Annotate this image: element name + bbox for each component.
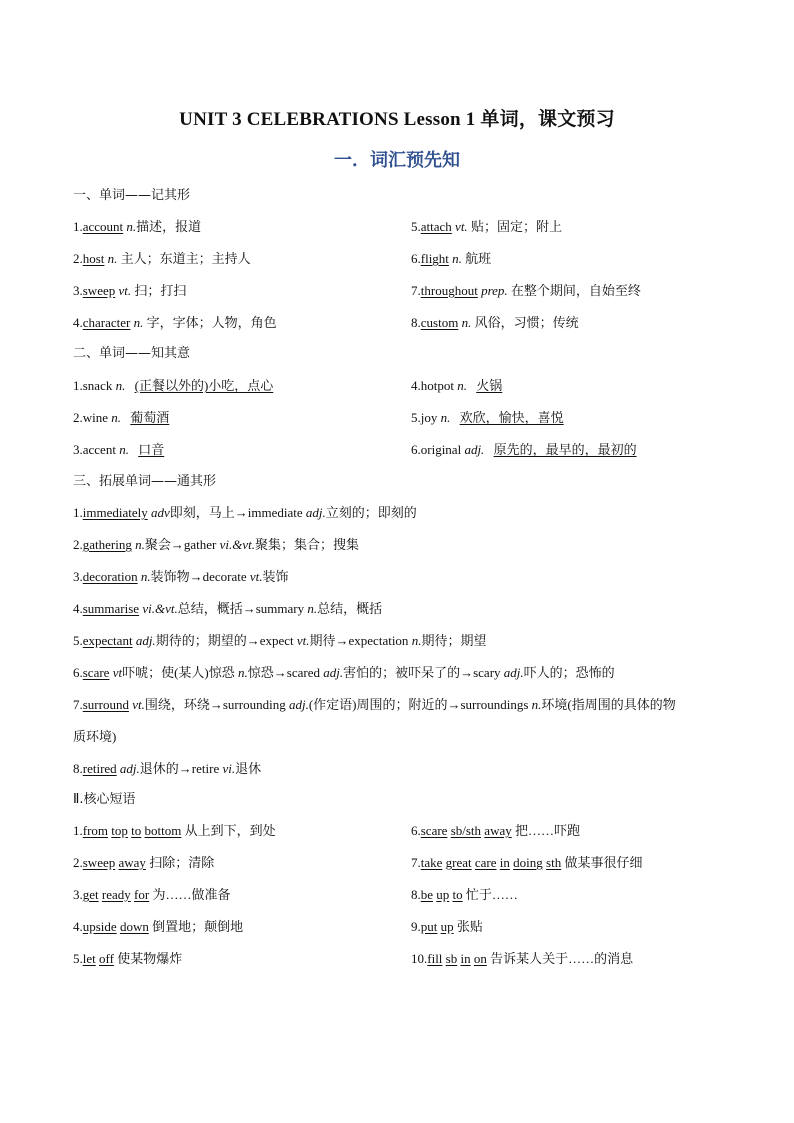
part-of-speech: vt. (296, 633, 310, 648)
part-of-speech: n. (411, 633, 422, 648)
part-of-speech: n. (108, 410, 125, 425)
meaning: 做某事很仔细 (564, 855, 643, 870)
word: gathering (82, 537, 132, 552)
word: surround (82, 697, 129, 712)
part-of-speech: n. (453, 378, 471, 393)
item-number: 3. (73, 283, 83, 298)
definition: 总结，概括 (317, 601, 383, 616)
meaning: 张贴 (456, 919, 483, 934)
word-item (73, 250, 251, 268)
word: custom (420, 315, 459, 330)
phrase-word: get (82, 887, 99, 902)
definition: 聚会→gather (144, 537, 220, 552)
word: 2.wine (73, 410, 109, 425)
definition: 总结，概括→summary (177, 601, 308, 616)
section-heading-2: 二、单词——知其意 (73, 346, 191, 361)
meaning: 火锅 (476, 378, 503, 393)
word-item (73, 314, 277, 332)
word: 3.accent (73, 442, 116, 457)
phrase-word: bottom (144, 823, 182, 838)
item-number: 5. (411, 219, 421, 234)
phrase-word: on (473, 951, 487, 966)
section-heading-4: Ⅱ.核心短语 (73, 792, 136, 807)
part-of-speech: vi.&vt. (219, 537, 255, 552)
phrase-item (411, 950, 633, 968)
part-of-speech: n. (307, 601, 318, 616)
extended-word-item (73, 664, 615, 682)
item-number: 4. (73, 315, 83, 330)
part-of-speech: n. (130, 315, 144, 330)
part-of-speech: n. (437, 410, 454, 425)
meaning: 告诉某人关于……的消息 (490, 951, 634, 966)
phrase-word: up (436, 887, 450, 902)
part-of-speech: adv (150, 505, 170, 520)
phrase-word: care (474, 855, 497, 870)
phrase-item (73, 854, 214, 872)
definition: 吓人的；恐怖的 (523, 665, 615, 680)
word: account (82, 219, 124, 234)
word: flight (420, 251, 449, 266)
part-of-speech: n. (135, 537, 145, 552)
meaning: 贴；固定；附上 (467, 219, 562, 234)
word-item (411, 314, 579, 332)
definition: 质环境) (73, 729, 117, 744)
meaning: 倒置地；颠倒地 (152, 919, 244, 934)
item-number: 2. (73, 537, 83, 552)
phrase-word: up (440, 919, 454, 934)
phrase-word: be (420, 887, 434, 902)
meaning: 描述，报道 (136, 219, 202, 234)
part-of-speech: n. (112, 378, 129, 393)
part-of-speech: vt. (451, 219, 468, 234)
phrase-word: down (119, 919, 149, 934)
phrase-word: for (134, 887, 150, 902)
item-number: 8. (73, 761, 83, 776)
section-subtitle: 一．词汇预先知 (334, 150, 460, 171)
part-of-speech: n. (140, 569, 151, 584)
part-of-speech: n. (123, 219, 137, 234)
part-of-speech: adj. (323, 665, 344, 680)
word: throughout (420, 283, 478, 298)
phrase-word: to (452, 887, 463, 902)
definition: 退休 (235, 761, 262, 776)
phrase-word: in (499, 855, 510, 870)
word: scare (82, 665, 110, 680)
phrase-item (411, 918, 483, 936)
phrase-word: take (420, 855, 443, 870)
extended-word-item (73, 728, 116, 746)
word: attach (420, 219, 452, 234)
definition: 期待→expectation (309, 633, 412, 648)
definition: 退休的→retire (139, 761, 223, 776)
item-number: 4. (73, 601, 83, 616)
phrase-word: sth (546, 855, 562, 870)
phrase-word: ready (101, 887, 131, 902)
word-item (73, 409, 169, 427)
phrase-item (411, 886, 518, 904)
item-number: 1. (73, 219, 83, 234)
word-item (73, 218, 201, 236)
item-number: 6. (411, 251, 421, 266)
section-heading-3: 三、拓展单词——通其形 (73, 474, 217, 489)
definition: 装饰 (262, 569, 289, 584)
phrase-word: to (131, 823, 142, 838)
word: host (82, 251, 105, 266)
word-item (411, 218, 562, 236)
item-number: 10. (411, 951, 428, 966)
part-of-speech: vt. (249, 569, 263, 584)
item-number: 6. (73, 665, 83, 680)
definition: (作定语)周围的；附近的→surroundings (308, 697, 532, 712)
part-of-speech: adj. (135, 633, 156, 648)
word: immediately (82, 505, 148, 520)
word-item (411, 250, 491, 268)
meaning: 忙于…… (465, 887, 518, 902)
item-number: 7. (411, 855, 421, 870)
definition: 惊恐→scared (247, 665, 324, 680)
definition: 即刻，马上→immediate (169, 505, 306, 520)
part-of-speech: vt. (132, 697, 145, 712)
definition: 害怕的；被吓呆了的→scary (343, 665, 504, 680)
definition: 环境(指周围的具体的物 (541, 697, 676, 712)
part-of-speech: n. (238, 665, 248, 680)
item-number: 5. (73, 951, 83, 966)
part-of-speech: adj. (288, 697, 309, 712)
item-number: 2. (73, 855, 83, 870)
word-item (73, 377, 273, 395)
part-of-speech: vt. (115, 283, 132, 298)
definition: 期待的；期望的→expect (155, 633, 297, 648)
word: summarise (82, 601, 140, 616)
phrase-item (73, 886, 230, 904)
definition: 吓唬；使(某人)惊恐 (122, 665, 239, 680)
extended-word-item (73, 536, 359, 554)
phrase-word: let (82, 951, 96, 966)
word-item (411, 377, 502, 395)
extended-word-item (73, 568, 289, 586)
meaning: 从上到下，到处 (184, 823, 276, 838)
item-number: 3. (73, 887, 83, 902)
word: 5.joy (411, 410, 438, 425)
part-of-speech: adj. (461, 442, 488, 457)
phrase-item (411, 854, 642, 872)
phrase-word: great (445, 855, 472, 870)
word-item (73, 282, 186, 300)
word: 4.hotpot (411, 378, 454, 393)
item-number: 5. (73, 633, 83, 648)
phrase-item (73, 950, 182, 968)
phrase-word: away (118, 855, 146, 870)
definition: 聚集；集合；搜集 (254, 537, 359, 552)
word-item (411, 441, 637, 459)
meaning: 航班 (461, 251, 492, 266)
meaning: 风俗，习惯；传统 (471, 315, 579, 330)
phrase-word: doing (513, 855, 543, 870)
part-of-speech: adj. (119, 761, 140, 776)
extended-word-item (73, 760, 261, 778)
extended-word-item (73, 600, 382, 618)
meaning: 字，字体；人物，角色 (143, 315, 277, 330)
item-number: 2. (73, 251, 83, 266)
extended-word-item (73, 632, 486, 650)
phrase-word: upside (82, 919, 117, 934)
phrase-item (73, 918, 243, 936)
meaning: 使某物爆炸 (117, 951, 183, 966)
part-of-speech: vi. (222, 761, 236, 776)
part-of-speech: n. (531, 697, 542, 712)
phrase-word: from (82, 823, 109, 838)
word-item (411, 282, 641, 300)
item-number: 4. (73, 919, 83, 934)
meaning: 主人；东道主；主持人 (117, 251, 251, 266)
phrase-word: sb/sth (450, 823, 482, 838)
meaning: 口音 (138, 442, 165, 457)
phrase-word: sweep (82, 855, 116, 870)
part-of-speech: n. (115, 442, 133, 457)
item-number: 3. (73, 569, 83, 584)
part-of-speech: vt (112, 665, 123, 680)
word-item (73, 441, 164, 459)
word: expectant (82, 633, 133, 648)
item-number: 8. (411, 315, 421, 330)
word: character (82, 315, 131, 330)
phrase-word: sb (445, 951, 458, 966)
word: decoration (82, 569, 138, 584)
part-of-speech: n. (458, 315, 472, 330)
meaning: 为……做准备 (152, 887, 231, 902)
phrase-word: top (111, 823, 128, 838)
item-number: 8. (411, 887, 421, 902)
item-number: 9. (411, 919, 421, 934)
word: 1.snack (73, 378, 113, 393)
phrase-item (411, 822, 580, 840)
part-of-speech: n. (448, 251, 462, 266)
definition: 立刻的；即刻的 (325, 505, 417, 520)
part-of-speech: vi.&vt. (142, 601, 178, 616)
item-number: 1. (73, 505, 83, 520)
extended-word-item (73, 504, 417, 522)
part-of-speech: prep. (477, 283, 508, 298)
phrase-word: put (420, 919, 438, 934)
word-item (411, 409, 564, 427)
phrase-word: off (99, 951, 114, 966)
meaning: 扫；打扫 (131, 283, 187, 298)
extended-word-item (73, 696, 676, 714)
word: sweep (82, 283, 116, 298)
phrase-item (73, 822, 276, 840)
item-number: 7. (411, 283, 421, 298)
meaning: 原先的，最早的，最初的 (493, 442, 637, 457)
phrase-word: away (484, 823, 512, 838)
definition: 装饰物→decorate (150, 569, 250, 584)
part-of-speech: n. (104, 251, 118, 266)
meaning: (正餐以外的)小吃，点心 (134, 378, 274, 393)
word: 6.original (411, 442, 462, 457)
meaning: 葡萄酒 (130, 410, 170, 425)
item-number: 6. (411, 823, 421, 838)
definition: 期待；期望 (421, 633, 487, 648)
part-of-speech: adj. (305, 505, 326, 520)
part-of-speech: adj. (503, 665, 524, 680)
page-title: UNIT 3 CELEBRATIONS Lesson 1 单词，课文预习 (179, 109, 615, 130)
word: retired (82, 761, 117, 776)
item-number: 1. (73, 823, 83, 838)
item-number: 7. (73, 697, 83, 712)
phrase-word: scare (420, 823, 448, 838)
definition: 围绕，环绕→surrounding (144, 697, 289, 712)
meaning: 在整个期间，自始至终 (507, 283, 641, 298)
phrase-word: in (460, 951, 471, 966)
section-heading-1: 一、单词——记其形 (73, 188, 191, 203)
meaning: 欢欣，愉快，喜悦 (459, 410, 564, 425)
phrase-word: fill (427, 951, 443, 966)
meaning: 扫除；清除 (149, 855, 215, 870)
meaning: 把……吓跑 (514, 823, 580, 838)
